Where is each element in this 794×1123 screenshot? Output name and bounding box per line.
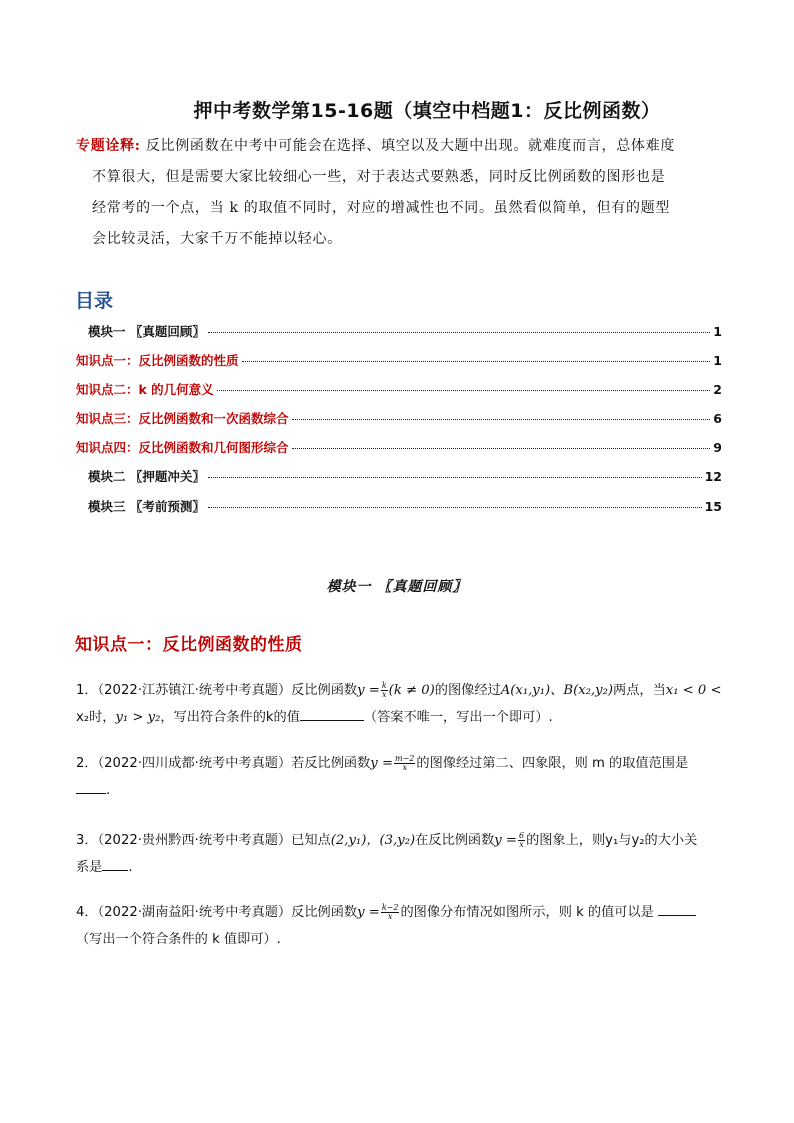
toc-item-kp-2[interactable]: 知识点二：k 的几何意义 2: [76, 382, 722, 397]
intro-label: 专题诠释:: [76, 138, 141, 154]
answer-blank-2[interactable]: [76, 779, 106, 794]
intro-line-2: 不算很大，但是需要大家比较细心一些，对于表达式要熟悉，同时反比例函数的图形也是: [92, 169, 666, 185]
intro-line-4: 会比较灵活，大家千万不能掉以轻心。: [92, 231, 342, 247]
toc-item-kp-1[interactable]: 知识点一：反比例函数的性质 1: [76, 353, 722, 368]
answer-blank-1[interactable]: [300, 706, 364, 721]
question-4: 4．（2022·湖南益阳·统考中考真题）反比例函数y = $\frac{k-2}{x}$ 的图像分布情况如图所示，则 k 的值可以是 （写出一个符合条件的 k 值即可）.: [76, 899, 724, 953]
answer-blank-3[interactable]: [102, 856, 128, 871]
question-1: 1．（2022·江苏镇江·统考中考真题）反比例函数y = $\frac{k}{x}$ (k ≠ 0)的图像经过A(x₁,y₁)、B(x₂,y₂)两点，当x₁ < 0 < x₂时，y₁ > y₂，写出符合条件的k的值 （答案不唯一，写出一个即可）.: [76, 680, 722, 725]
intro-line-1: 反比例函数在中考中可能会在选择、填空以及大题中出现。就难度而言，总体难度: [145, 138, 676, 154]
document-title: 押中考数学第15-16题（填空中档题1：反比例函数）: [193, 100, 661, 122]
question-3: 3．（2022·贵州黔西·统考中考真题）已知点(2,y₁)，(3,y₂)在反比例函数y = $\frac{6}{x}$ 的图象上，则y₁与y₂的大小关 系是 .: [76, 830, 698, 875]
toc-item-kp-3[interactable]: 知识点三：反比例函数和一次函数综合 6: [76, 411, 722, 426]
toc-item-module-1[interactable]: 模块一 〖真题回顾〗 1: [88, 324, 722, 339]
toc-item-module-3[interactable]: 模块三 〖考前预测〗 15: [88, 499, 722, 514]
intro-line-3: 经常考的一个点，当 k 的取值不同时，对应的增减性也不同。虽然看似简单，但有的题型: [92, 200, 671, 216]
answer-blank-4[interactable]: [658, 901, 696, 916]
toc-heading: 目录: [75, 290, 114, 312]
toc-item-kp-4[interactable]: 知识点四：反比例函数和几何图形综合 9: [76, 440, 722, 455]
knowledge-point-heading: 知识点一：反比例函数的性质: [75, 635, 303, 655]
module-heading: 模块一 〖真题回顾〗: [326, 579, 468, 595]
question-2: 2．（2022·四川成都·统考中考真题）若反比例函数y = $\frac{m-2}{x}$ 的图像经过第二、四象限，则 m 的取值范围是 .: [76, 753, 689, 798]
topic-intro: [76, 131, 726, 255]
toc-item-module-2[interactable]: 模块二 〖押题冲关〗 12: [88, 469, 722, 484]
